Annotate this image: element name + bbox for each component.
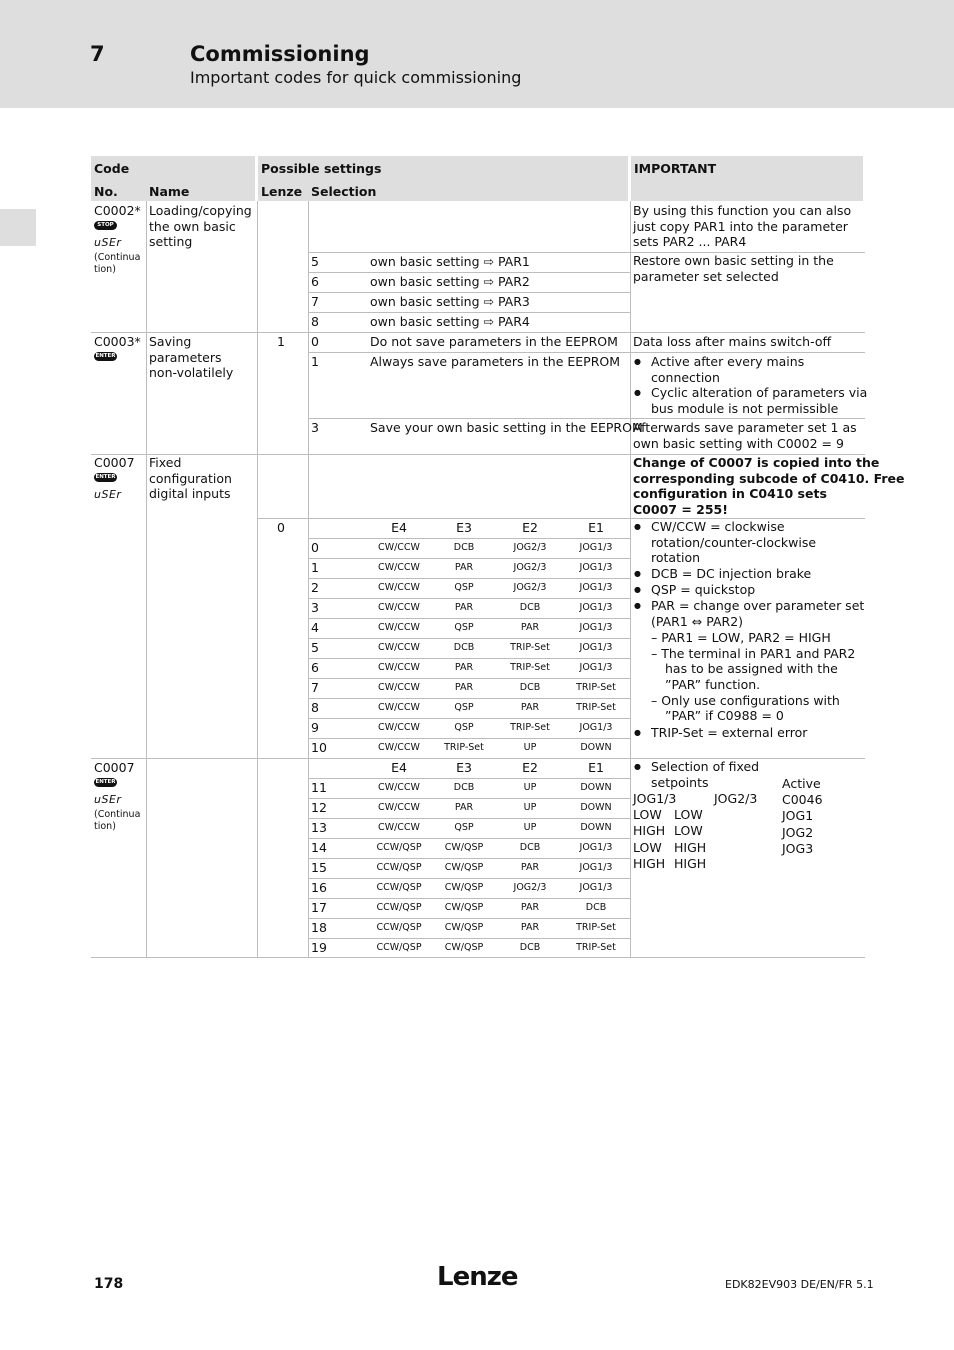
setpoints-h1: JOG1/3 [633, 791, 677, 806]
config-cell: DCB [453, 642, 475, 653]
setpoints-cell: JOG1 [782, 808, 814, 823]
enter-key-icon: ENTER [95, 474, 116, 480]
sel-text: own basic setting ⇨ PAR3 [370, 294, 530, 309]
config-number: 11 [311, 780, 327, 795]
config-cell: DCB [453, 542, 475, 553]
config-cell: JOG2/3 [513, 542, 547, 553]
sel-num: 5 [311, 254, 319, 269]
config-cell: DCB [519, 682, 541, 693]
info-c0003-1a: Active after every mains connection [651, 354, 805, 385]
name-c0007: Fixed configuration digital inputs [149, 455, 232, 501]
sel-text: own basic setting ⇨ PAR1 [370, 254, 530, 269]
config-cell: PAR [520, 862, 540, 873]
user-menu-icon: uSEr [94, 488, 122, 501]
bullet-icon: ● [634, 762, 641, 771]
config-number: 18 [311, 920, 327, 935]
config-cell: JOG1/3 [579, 882, 613, 893]
head-lenze: Lenze [261, 184, 303, 199]
legend-par-2b: has to be assigned with the ”PAR” function. [665, 661, 838, 692]
config-cell: DCB [519, 842, 541, 853]
document-id: EDK82EV903 DE/EN/FR 5.1 [725, 1278, 874, 1291]
setpoints-cell: HIGH [633, 856, 666, 871]
config-cell: PAR [520, 622, 540, 633]
config-cell: CW/CCW [378, 562, 420, 573]
config-cell: JOG2/3 [513, 562, 547, 573]
legend-qsp: QSP = quickstop [651, 582, 756, 597]
setpoints-cell: JOG2 [782, 825, 814, 840]
config-cell: CW/QSP [444, 922, 484, 933]
config-cell: CW/CCW [378, 622, 420, 633]
legend-trip: TRIP-Set = external error [651, 725, 808, 740]
config-cell: UP [523, 822, 537, 833]
code-c0003: C0003* [94, 334, 141, 349]
config-cell: CW/QSP [444, 902, 484, 913]
grid-hline [91, 332, 865, 333]
grid-hline [91, 957, 865, 958]
config-cell: CW/CCW [378, 782, 420, 793]
config-cell: CW/CCW [378, 702, 420, 713]
config-cell: JOG1/3 [579, 722, 613, 733]
grid-hline [308, 292, 630, 293]
sel-text: Always save parameters in the EEPROM [370, 354, 620, 369]
config-cell: PAR [454, 802, 474, 813]
grid-vline [308, 201, 309, 957]
config-cell: DCB [585, 902, 607, 913]
chapter-title: Commissioning [190, 42, 370, 66]
config-number: 7 [311, 680, 319, 695]
config-number: 6 [311, 660, 319, 675]
config-cell: TRIP-Set [576, 922, 616, 933]
config-cell: TRIP-Set [576, 942, 616, 953]
user-menu-icon: uSEr [94, 793, 122, 806]
config-cell: QSP [454, 702, 474, 713]
col-head-e4: E4 [391, 760, 407, 775]
config-cell: CCW/QSP [376, 842, 422, 853]
info-c0003-1b: Cyclic alteration of parameters via bus module is not permissible [651, 385, 868, 416]
legend-par-1: – PAR1 = LOW, PAR2 = HIGH [651, 630, 831, 645]
grid-hline [308, 618, 630, 619]
bullet-icon: ● [634, 569, 641, 578]
grid-hline [308, 918, 630, 919]
grid-hline [308, 658, 630, 659]
config-cell: CCW/QSP [376, 862, 422, 873]
col-head-e4: E4 [391, 520, 407, 535]
code-c0007: C0007 [94, 455, 135, 470]
name-c0002: Loading/copying the own basic setting [149, 203, 252, 249]
col-head-e1: E1 [588, 760, 604, 775]
note-c0007: Change of C0007 is copied into the corresponding subcode of C0410. Free configuration in C0410 sets C0007 = 255! [633, 455, 905, 517]
config-cell: PAR [454, 602, 474, 613]
config-cell: DOWN [580, 782, 612, 793]
grid-hline [308, 878, 630, 879]
bullet-icon: ● [634, 357, 641, 366]
config-number: 19 [311, 940, 327, 955]
sel-num: 7 [311, 294, 319, 309]
sel-text: own basic setting ⇨ PAR4 [370, 314, 530, 329]
bullet-icon: ● [634, 728, 641, 737]
sel-num: 3 [311, 420, 319, 435]
config-number: 5 [311, 640, 319, 655]
info-c0002-rows: Restore own basic setting in the parameter set selected [633, 253, 834, 284]
grid-vline [146, 201, 147, 957]
config-number: 14 [311, 840, 327, 855]
config-cell: JOG1/3 [579, 602, 613, 613]
user-menu-icon: uSEr [94, 236, 122, 249]
config-cell: CCW/QSP [376, 942, 422, 953]
setpoints-cell: LOW [633, 840, 662, 855]
code-c0007-continued: C0007 [94, 760, 135, 775]
info-c0003-3: Afterwards save parameter set 1 as own basic setting with C0002 = 9 [633, 420, 857, 451]
enter-key-icon: ENTER [95, 779, 116, 785]
setpoints-cell: LOW [674, 807, 703, 822]
config-cell: PAR [454, 682, 474, 693]
col-head-e1: E1 [588, 520, 604, 535]
config-cell: CCW/QSP [376, 882, 422, 893]
config-number: 8 [311, 700, 319, 715]
legend-par-2a: – The terminal in PAR1 and PAR2 [651, 646, 856, 661]
config-cell: CW/CCW [378, 662, 420, 673]
config-cell: DCB [519, 942, 541, 953]
config-number: 9 [311, 720, 319, 735]
config-cell: CW/CCW [378, 742, 420, 753]
sel-num: 6 [311, 274, 319, 289]
sel-num: 1 [311, 354, 319, 369]
grid-hline [308, 312, 630, 313]
grid-hline [308, 798, 630, 799]
config-number: 2 [311, 580, 319, 595]
chapter-subtitle: Important codes for quick commissioning [190, 68, 522, 87]
grid-hline [308, 578, 630, 579]
config-cell: CW/CCW [378, 642, 420, 653]
config-cell: DCB [519, 602, 541, 613]
config-cell: PAR [520, 702, 540, 713]
grid-hline [308, 538, 630, 539]
config-cell: CW/CCW [378, 802, 420, 813]
config-cell: CW/CCW [378, 542, 420, 553]
setpoints-h2: JOG2/3 [714, 791, 758, 806]
chapter-number: 7 [90, 42, 105, 66]
setpoints-cell: HIGH [674, 840, 707, 855]
config-cell: JOG1/3 [579, 662, 613, 673]
config-number: 16 [311, 880, 327, 895]
config-cell: JOG1/3 [579, 582, 613, 593]
grid-hline [308, 738, 630, 739]
grid-hline [308, 558, 630, 559]
grid-hline [308, 718, 630, 719]
sel-text: Do not save parameters in the EEPROM [370, 334, 618, 349]
bullet-icon: ● [634, 601, 641, 610]
config-number: 3 [311, 600, 319, 615]
grid-hline [308, 638, 630, 639]
config-number: 15 [311, 860, 327, 875]
info-c0003-0: Data loss after mains switch-off [633, 334, 832, 349]
config-cell: DOWN [580, 742, 612, 753]
sel-text: Save your own basic setting in the EEPROM [370, 420, 643, 435]
config-cell: JOG2/3 [513, 582, 547, 593]
setpoints-cell: LOW [633, 807, 662, 822]
config-cell: DOWN [580, 802, 612, 813]
grid-vline [257, 201, 258, 957]
legend-cw: CW/CCW = clockwise rotation/counter-clockwise rotation [651, 519, 817, 565]
name-c0003: Saving parameters non-volatilely [149, 334, 234, 380]
config-cell: CW/CCW [378, 582, 420, 593]
config-cell: CW/QSP [444, 942, 484, 953]
head-possible-settings: Possible settings [261, 161, 382, 176]
config-cell: QSP [454, 722, 474, 733]
col-head-e2: E2 [522, 760, 538, 775]
grid-vline [630, 201, 631, 957]
config-cell: CW/QSP [444, 882, 484, 893]
config-cell: JOG1/3 [579, 862, 613, 873]
config-cell: PAR [454, 662, 474, 673]
continuation-note: (Continua tion) [94, 252, 141, 275]
config-cell: PAR [520, 922, 540, 933]
setpoints-title: Selection of fixed setpoints [651, 759, 760, 790]
config-cell: CW/CCW [378, 722, 420, 733]
bullet-icon: ● [634, 522, 641, 531]
legend-par: PAR = change over parameter set (PAR1 ⇔ PAR2) [651, 598, 865, 629]
config-number: 4 [311, 620, 319, 635]
config-cell: TRIP-Set [444, 742, 484, 753]
config-cell: CW/CCW [378, 682, 420, 693]
config-cell: UP [523, 742, 537, 753]
info-c0002-top: By using this function you can also just copy PAR1 into the parameter sets PAR2 ... PAR4 [633, 203, 852, 249]
grid-hline [308, 858, 630, 859]
config-number: 10 [311, 740, 327, 755]
config-cell: QSP [454, 582, 474, 593]
lenze-c0007: 0 [277, 520, 285, 535]
config-cell: CCW/QSP [376, 902, 422, 913]
config-cell: CW/CCW [378, 602, 420, 613]
config-cell: CW/QSP [444, 862, 484, 873]
grid-hline [308, 938, 630, 939]
code-c0002: C0002* [94, 203, 141, 218]
config-cell: CW/CCW [378, 822, 420, 833]
config-number: 17 [311, 900, 327, 915]
sel-num: 8 [311, 314, 319, 329]
config-cell: JOG1/3 [579, 842, 613, 853]
config-number: 0 [311, 540, 319, 555]
config-cell: QSP [454, 622, 474, 633]
config-cell: TRIP-Set [576, 682, 616, 693]
config-number: 1 [311, 560, 319, 575]
setpoints-cell: JOG3 [782, 841, 814, 856]
setpoints-cell: HIGH [633, 823, 666, 838]
sel-text: own basic setting ⇨ PAR2 [370, 274, 530, 289]
lenze-c0003: 1 [277, 334, 285, 349]
enter-key-icon: ENTER [95, 353, 116, 359]
config-number: 12 [311, 800, 327, 815]
head-no: No. [94, 184, 118, 199]
grid-hline [308, 818, 630, 819]
config-cell: JOG1/3 [579, 542, 613, 553]
config-cell: JOG2/3 [513, 882, 547, 893]
col-head-e3: E3 [456, 520, 472, 535]
config-cell: PAR [454, 562, 474, 573]
sel-num: 0 [311, 334, 319, 349]
config-cell: PAR [520, 902, 540, 913]
setpoints-h3: Active C0046 [782, 776, 823, 807]
col-head-e2: E2 [522, 520, 538, 535]
setpoints-cell: LOW [674, 823, 703, 838]
config-cell: CCW/QSP [376, 922, 422, 933]
legend-par-3b: ”PAR” if C0988 = 0 [665, 708, 784, 723]
head-selection: Selection [311, 184, 377, 199]
config-cell: UP [523, 782, 537, 793]
grid-hline [308, 352, 865, 353]
head-important: IMPORTANT [634, 161, 717, 176]
grid-hline [308, 678, 630, 679]
config-cell: TRIP-Set [576, 702, 616, 713]
stop-key-icon: STOP [94, 221, 117, 230]
bullet-icon: ● [634, 585, 641, 594]
config-number: 13 [311, 820, 327, 835]
grid-hline [308, 598, 630, 599]
config-cell: CW/QSP [444, 842, 484, 853]
legend-dcb: DCB = DC injection brake [651, 566, 812, 581]
col-head-e3: E3 [456, 760, 472, 775]
config-cell: DCB [453, 782, 475, 793]
grid-hline [308, 272, 630, 273]
config-cell: JOG1/3 [579, 642, 613, 653]
config-cell: JOG1/3 [579, 622, 613, 633]
config-cell: JOG1/3 [579, 562, 613, 573]
grid-hline [308, 418, 865, 419]
config-cell: UP [523, 802, 537, 813]
grid-hline [308, 898, 630, 899]
config-cell: QSP [454, 822, 474, 833]
setpoints-cell: HIGH [674, 856, 707, 871]
head-code: Code [94, 161, 130, 176]
grid-hline [308, 838, 630, 839]
page-number: 178 [94, 1276, 124, 1292]
config-cell: DOWN [580, 822, 612, 833]
head-name: Name [149, 184, 190, 199]
grid-hline [308, 778, 630, 779]
lenze-logo: Lenze [437, 1262, 518, 1292]
legend-par-3a: – Only use configurations with [651, 693, 840, 708]
bullet-icon: ● [634, 388, 641, 397]
grid-hline [308, 698, 630, 699]
config-cell: TRIP-Set [510, 662, 550, 673]
continuation-note: (Continua tion) [94, 809, 141, 832]
config-cell: TRIP-Set [510, 722, 550, 733]
config-cell: TRIP-Set [510, 642, 550, 653]
